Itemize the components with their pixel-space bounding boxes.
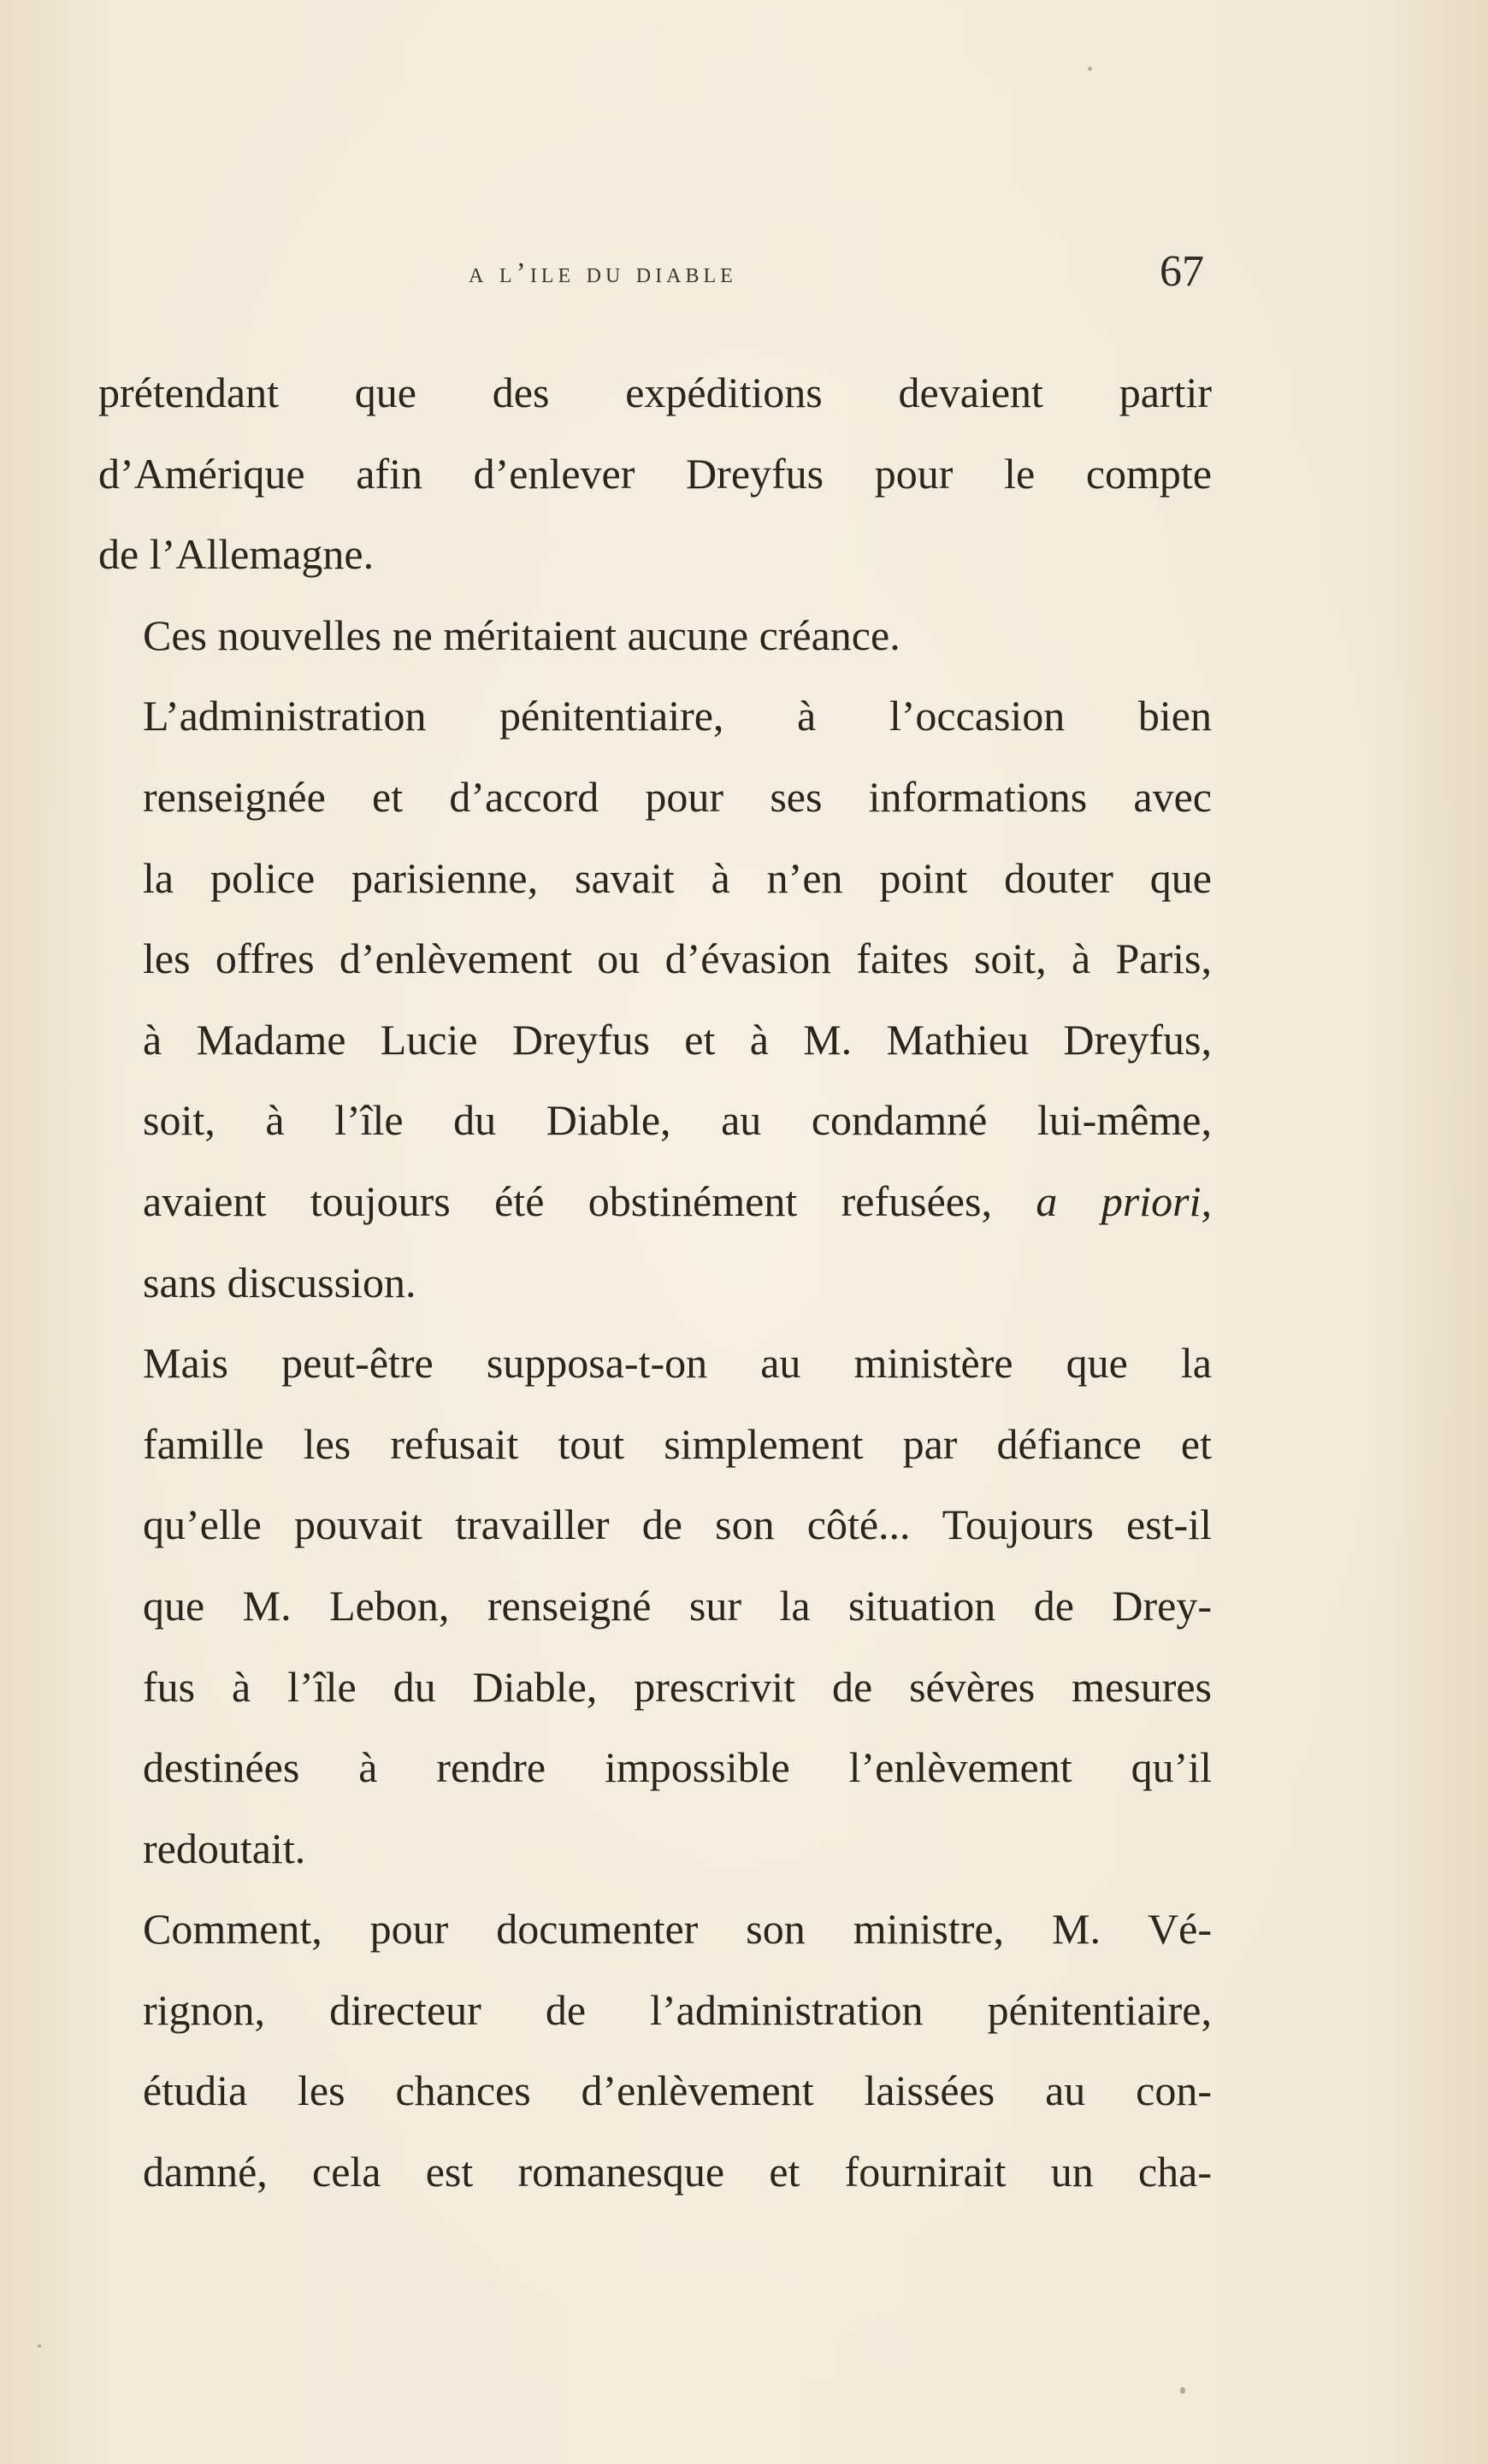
paragraph-4 <box>98 1323 1212 1889</box>
text-line: fus à l’île du Diable, prescrivit de sévères mesures <box>143 1662 1212 1711</box>
page-number: 67 <box>1160 247 1204 296</box>
emphasis-a-priori: a priori, <box>1036 1176 1213 1225</box>
paper-speck <box>1163 492 1166 495</box>
paragraph-2 <box>98 595 1212 676</box>
text-line: damné, cela est romanesque et fournirait un cha- <box>143 2148 1212 2196</box>
running-title: a l’ile du diable <box>469 257 737 289</box>
text-line: sans discussion. <box>143 1258 416 1306</box>
paper-speck <box>1088 67 1092 71</box>
text-line: rignon, directeur de l’administration pénitentiaire, <box>143 1985 1212 2034</box>
paper-speck <box>38 2344 41 2348</box>
text-line-with-emphasis <box>98 1161 1212 1242</box>
text-line: qu’elle pouvait travailler de son côté... Toujours est-il <box>143 1500 1212 1549</box>
text-line: redoutait. <box>143 1824 306 1872</box>
body-text <box>98 352 1212 2213</box>
text-line: Ces nouvelles ne méritaient aucune créance. <box>143 610 900 659</box>
text-line: de l’Allemagne. <box>98 530 375 579</box>
text-line: à Madame Lucie Dreyfus et à M. Mathieu Dreyfus, <box>143 1015 1212 1064</box>
text-line: Mais peut-être supposa-t-on au ministère que la <box>143 1339 1212 1388</box>
text-line: prétendant que des expéditions devaient partir <box>98 368 1212 416</box>
text-line: Comment, pour documenter son ministre, M. Vé- <box>143 1905 1212 1954</box>
text-line: famille les refusait tout simplement par défiance et <box>143 1419 1212 1468</box>
paragraph-5 <box>98 1889 1212 2212</box>
paper-speck <box>1180 2387 1185 2394</box>
text-line: que M. Lebon, renseigné sur la situation de Drey- <box>143 1581 1212 1630</box>
text-line: L’administration pénitentiaire, à l’occasion bien <box>143 692 1212 740</box>
text-segment: avaient toujours été obstinément refusées, <box>143 1176 992 1225</box>
running-head <box>0 248 1488 299</box>
text-line: soit, à l’île du Diable, au condamné lui-même, <box>143 1096 1212 1145</box>
text-line: renseignée et d’accord pour ses informations avec <box>143 772 1212 821</box>
text-line: les offres d’enlèvement ou d’évasion faites soit, à Paris, <box>143 934 1212 983</box>
text-line: destinées à rendre impossible l’enlèvement qu’il <box>143 1743 1212 1792</box>
text-line: la police parisienne, savait à n’en point douter que <box>143 853 1212 902</box>
paragraph-3 <box>98 675 1212 1323</box>
paragraph-1 <box>98 352 1212 595</box>
text-line: étudia les chances d’enlèvement laissées au con- <box>143 2066 1212 2115</box>
text-line: d’Amérique afin d’enlever Dreyfus pour le compte <box>98 449 1212 498</box>
